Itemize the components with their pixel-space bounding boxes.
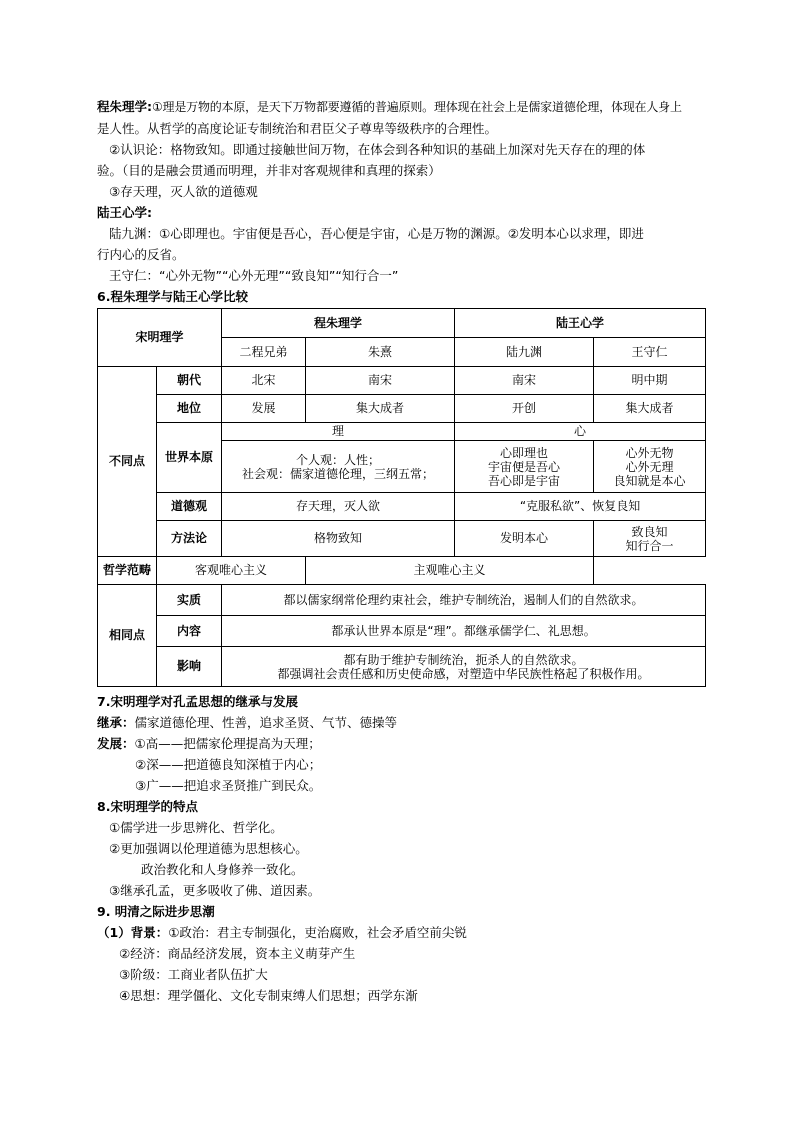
cell-world-li-detail bbox=[222, 441, 455, 493]
person-lujiuyuan: 陆九渊 bbox=[455, 338, 594, 367]
row-label-dynasty: 朝代 bbox=[157, 367, 222, 395]
chengzhu-text-1b: 是人性。从哲学的高度论证专制统治和君臣父子尊卑等级秩序的合理性。 bbox=[97, 121, 498, 136]
chengzhu-label: 程朱理学: bbox=[97, 99, 152, 114]
method-wang-line: 致良知 bbox=[631, 524, 668, 539]
section7-develop bbox=[97, 733, 707, 754]
luwang-text-1a: 陆九渊：①心即理也。宇宙便是吾心，吾心便是宇宙，心是万物的渊源。②发明本心以求理，即进 bbox=[109, 226, 644, 241]
feature-item: ①儒学进一步思辨化、哲学化。 bbox=[109, 820, 283, 835]
row-label-method: 方法论 bbox=[157, 521, 222, 557]
cell-status: 发展 bbox=[222, 395, 306, 423]
cell-content: 都承认世界本原是“理”。都继承儒学仁、礼思想。 bbox=[222, 616, 706, 647]
lu-detail-line: 心即理也 bbox=[500, 445, 549, 460]
cell-moral-chengzhu: 存天理，灭人欲 bbox=[222, 493, 455, 521]
wang-detail-line: 心外无物 bbox=[625, 445, 674, 460]
group-different: 不同点 bbox=[98, 367, 157, 557]
develop-item: ①高——把儒家伦理提高为天理； bbox=[134, 736, 321, 751]
develop-item: ③广——把追求圣贤推广到民众。 bbox=[135, 778, 322, 793]
lu-detail-line: 吾心即是宇宙 bbox=[488, 473, 561, 488]
cell-world-li: 理 bbox=[222, 423, 455, 441]
cell-dynasty: 北宋 bbox=[222, 367, 306, 395]
cell-dynasty: 南宋 bbox=[455, 367, 594, 395]
luwang-text-1b: 行内心的反省。 bbox=[97, 247, 185, 262]
li-detail-line: 社会观：儒家道德伦理，三纲五常； bbox=[242, 466, 435, 481]
luwang-label: 陆王心学: bbox=[97, 205, 152, 220]
cell-dynasty: 明中期 bbox=[594, 367, 706, 395]
influence-line: 都强调社会责任感和历史使命感，对塑造中华民族性格起了积极作用。 bbox=[277, 666, 650, 681]
person-wangshouren: 王守仁 bbox=[594, 338, 706, 367]
section7-inherit bbox=[97, 712, 707, 733]
background-label: （1）背景： bbox=[97, 925, 169, 940]
col-header-luwang: 陆王心学 bbox=[455, 309, 706, 338]
background-item: ②经济：商品经济发展，资本主义萌芽产生 bbox=[119, 946, 356, 961]
cell-method-lu: 发明本心 bbox=[455, 521, 594, 557]
chengzhu-text-3: ③存天理，灭人欲的道德观 bbox=[109, 184, 258, 199]
feature-item: ②更加强调以伦理道德为思想核心。 bbox=[109, 841, 308, 856]
cell-phil-luwang: 主观唯心主义 bbox=[306, 557, 594, 585]
section8-title: 8.宋明理学的特点 bbox=[97, 799, 198, 814]
cell-status: 集大成者 bbox=[594, 395, 706, 423]
cell-moral-luwang: “克服私欲”、恢复良知 bbox=[455, 493, 706, 521]
background-item: ④思想：理学僵化、文化专制束缚人们思想；西学东渐 bbox=[119, 988, 418, 1003]
cell-influence bbox=[222, 647, 706, 687]
row-label-world-origin: 世界本原 bbox=[157, 423, 222, 493]
cell-world-lu-detail bbox=[455, 441, 594, 493]
wang-detail-line: 良知就是本心 bbox=[613, 473, 686, 488]
method-wang-line: 知行合一 bbox=[625, 538, 674, 553]
lu-detail-line: 宇宙便是吾心 bbox=[488, 459, 561, 474]
cell-status: 集大成者 bbox=[306, 395, 455, 423]
chengzhu-text-2b: 验。（目的是融会贯通而明理，并非对客观规律和真理的探索） bbox=[97, 163, 441, 178]
row-label-essence: 实质 bbox=[157, 585, 222, 616]
cell-method-chengzhu: 格物致知 bbox=[222, 521, 455, 557]
chengzhu-text-1a: ①理是万物的本原，是天下万物都要遵循的普遍原则。理体现在社会上是儒家道德伦理，体现在人身上 bbox=[152, 100, 682, 114]
section6-title: 6.程朱理学与陆王心学比较 bbox=[97, 289, 248, 304]
develop-label: 发展： bbox=[97, 736, 135, 751]
table-corner: 宋明理学 bbox=[98, 309, 222, 367]
row-label-content: 内容 bbox=[157, 616, 222, 647]
section9-title: 9. 明清之际进步思潮 bbox=[97, 904, 215, 919]
background-item: ①政治：君主专制强化，吏治腐败，社会矛盾空前尖锐 bbox=[168, 925, 467, 940]
background-item: ③阶级：工商业者队伍扩大 bbox=[119, 967, 268, 982]
cell-dynasty: 南宋 bbox=[306, 367, 455, 395]
cell-essence: 都以儒家纲常伦理约束社会，维护专制统治，遏制人们的自然欲求。 bbox=[222, 585, 706, 616]
wang-detail-line: 心外无理 bbox=[625, 459, 674, 474]
row-label-philosophy: 哲学范畴 bbox=[98, 557, 157, 585]
inherit-text: 儒家道德伦理、性善，追求圣贤、气节、德操等 bbox=[134, 715, 398, 730]
inherit-label: 继承： bbox=[97, 715, 135, 730]
feature-item: ③继承孔孟，更多吸收了佛、道因素。 bbox=[109, 883, 321, 898]
develop-item: ②深——把道德良知深植于内心； bbox=[135, 757, 322, 772]
col-header-chengzhu: 程朱理学 bbox=[222, 309, 455, 338]
row-label-influence: 影响 bbox=[157, 647, 222, 687]
cell-phil-chengzhu: 客观唯心主义 bbox=[157, 557, 306, 585]
cell-world-wang-detail bbox=[594, 441, 706, 493]
row-label-moral: 道德观 bbox=[157, 493, 222, 521]
document-page bbox=[97, 96, 707, 1006]
li-detail-line: 个人观：人性； bbox=[296, 452, 381, 467]
cell-world-xin: 心 bbox=[455, 423, 706, 441]
section9-background bbox=[97, 922, 707, 943]
cell-status: 开创 bbox=[455, 395, 594, 423]
group-same: 相同点 bbox=[98, 585, 157, 687]
influence-line: 都有助于维护专制统治，扼杀人的自然欲求。 bbox=[343, 652, 584, 667]
chengzhu-text-2a: ②认识论：格物致知。即通过接触世间万物，在体会到各种知识的基础上加深对先天存在的理的体 bbox=[109, 142, 646, 157]
row-label-status: 地位 bbox=[157, 395, 222, 423]
person-zhuxi: 朱熹 bbox=[306, 338, 455, 367]
chengzhu-paragraph-1 bbox=[97, 96, 707, 118]
feature-item: 政治教化和人身修养一致化。 bbox=[141, 862, 304, 877]
section7-title: 7.宋明理学对孔孟思想的继承与发展 bbox=[97, 694, 298, 709]
luwang-text-2: 王守仁：“心外无物”“心外无理”“致良知”“知行合一” bbox=[109, 268, 399, 283]
cell-method-wang bbox=[594, 521, 706, 557]
comparison-table bbox=[97, 308, 706, 687]
person-cheng-brothers: 二程兄弟 bbox=[222, 338, 306, 367]
